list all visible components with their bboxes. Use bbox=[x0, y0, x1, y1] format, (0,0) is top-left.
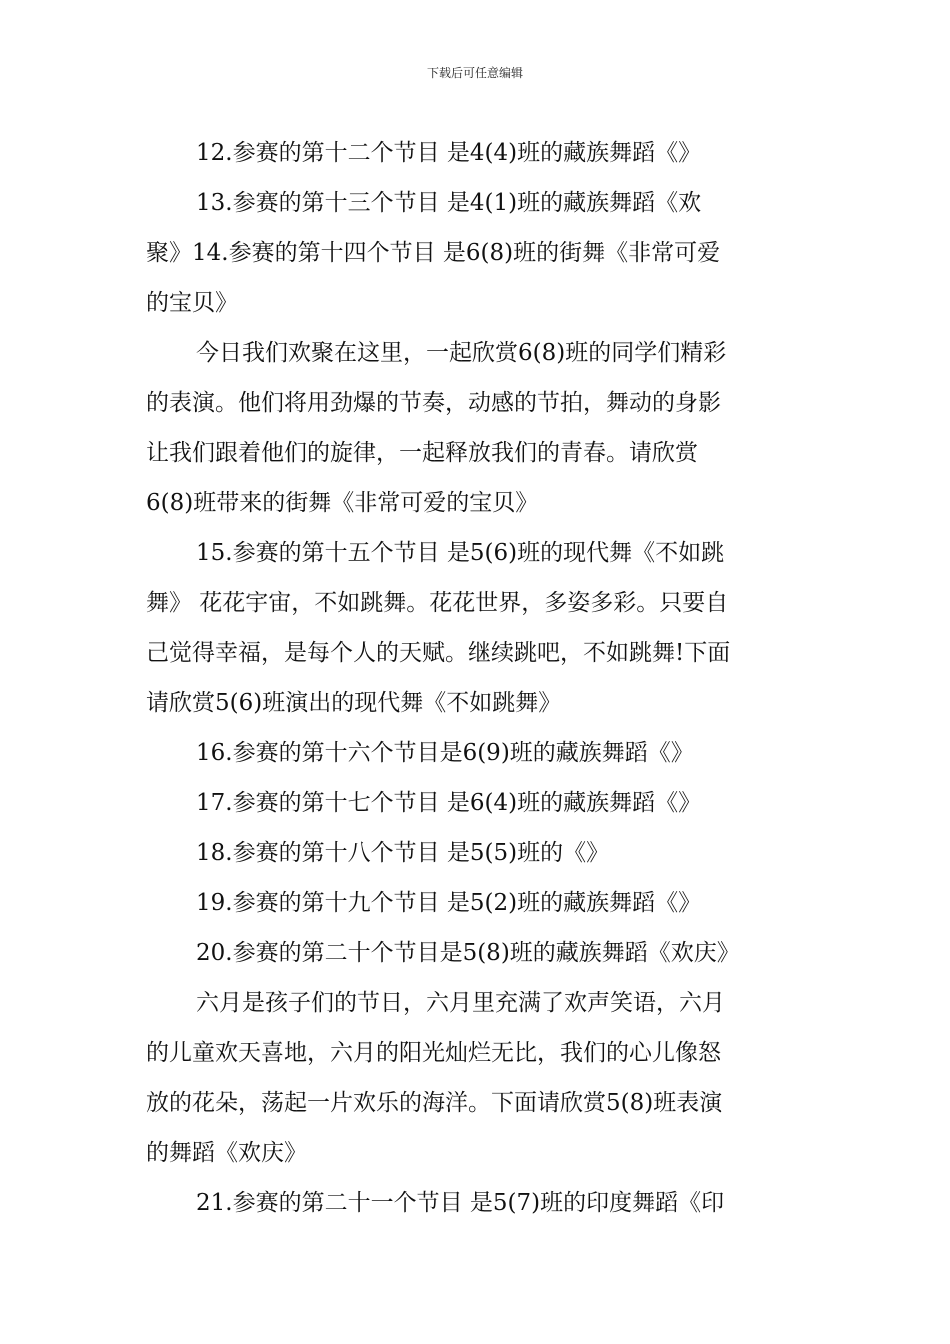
text-line: 20.参赛的第二十个节目是5(8)班的藏族舞蹈《欢庆》 bbox=[196, 940, 740, 966]
document-body bbox=[146, 128, 808, 1228]
text-line: 的舞蹈《欢庆》 bbox=[146, 1140, 307, 1166]
text-line: 18.参赛的第十八个节目 是5(5)班的《》 bbox=[196, 840, 610, 866]
text-line: 16.参赛的第十六个节目是6(9)班的藏族舞蹈《》 bbox=[196, 740, 694, 766]
text-line: 今日我们欢聚在这里，一起欣赏6(8)班的同学们精彩 bbox=[196, 340, 727, 366]
text-line: 请欣赏5(6)班演出的现代舞《不如跳舞》 bbox=[146, 690, 562, 716]
text-line: 让我们跟着他们的旋律，一起释放我们的青春。请欣赏 bbox=[146, 440, 698, 466]
text-line: 聚》14.参赛的第十四个节目 是6(8)班的街舞《非常可爱 bbox=[146, 240, 721, 266]
text-line: 的宝贝》 bbox=[146, 290, 238, 316]
text-line: 的表演。他们将用劲爆的节奏，动感的节拍，舞动的身影 bbox=[146, 390, 721, 416]
text-line: 12.参赛的第十二个节目 是4(4)班的藏族舞蹈《》 bbox=[196, 140, 702, 166]
text-line: 13.参赛的第十三个节目 是4(1)班的藏族舞蹈《欢 bbox=[196, 190, 702, 216]
text-line: 19.参赛的第十九个节目 是5(2)班的藏族舞蹈《》 bbox=[196, 890, 702, 916]
text-line: 21.参赛的第二十一个节目 是5(7)班的印度舞蹈《印 bbox=[196, 1190, 725, 1216]
text-line: 六月是孩子们的节日，六月里充满了欢声笑语，六月 bbox=[196, 990, 725, 1016]
text-line: 的儿童欢天喜地，六月的阳光灿烂无比，我们的心儿像怒 bbox=[146, 1040, 721, 1066]
text-line: 15.参赛的第十五个节目 是5(6)班的现代舞《不如跳 bbox=[196, 540, 725, 566]
page-header: 下载后可任意编辑 bbox=[426, 66, 523, 80]
text-line: 6(8)班带来的街舞《非常可爱的宝贝》 bbox=[146, 490, 539, 516]
text-line: 17.参赛的第十七个节目 是6(4)班的藏族舞蹈《》 bbox=[196, 790, 702, 816]
text-line: 放的花朵，荡起一片欢乐的海洋。下面请欣赏5(8)班表演 bbox=[146, 1090, 723, 1116]
text-line: 己觉得幸福，是每个人的天赋。继续跳吧，不如跳舞!下面 bbox=[146, 640, 731, 666]
text-line: 舞》 花花宇宙，不如跳舞。花花世界，多姿多彩。只要自 bbox=[146, 590, 729, 616]
